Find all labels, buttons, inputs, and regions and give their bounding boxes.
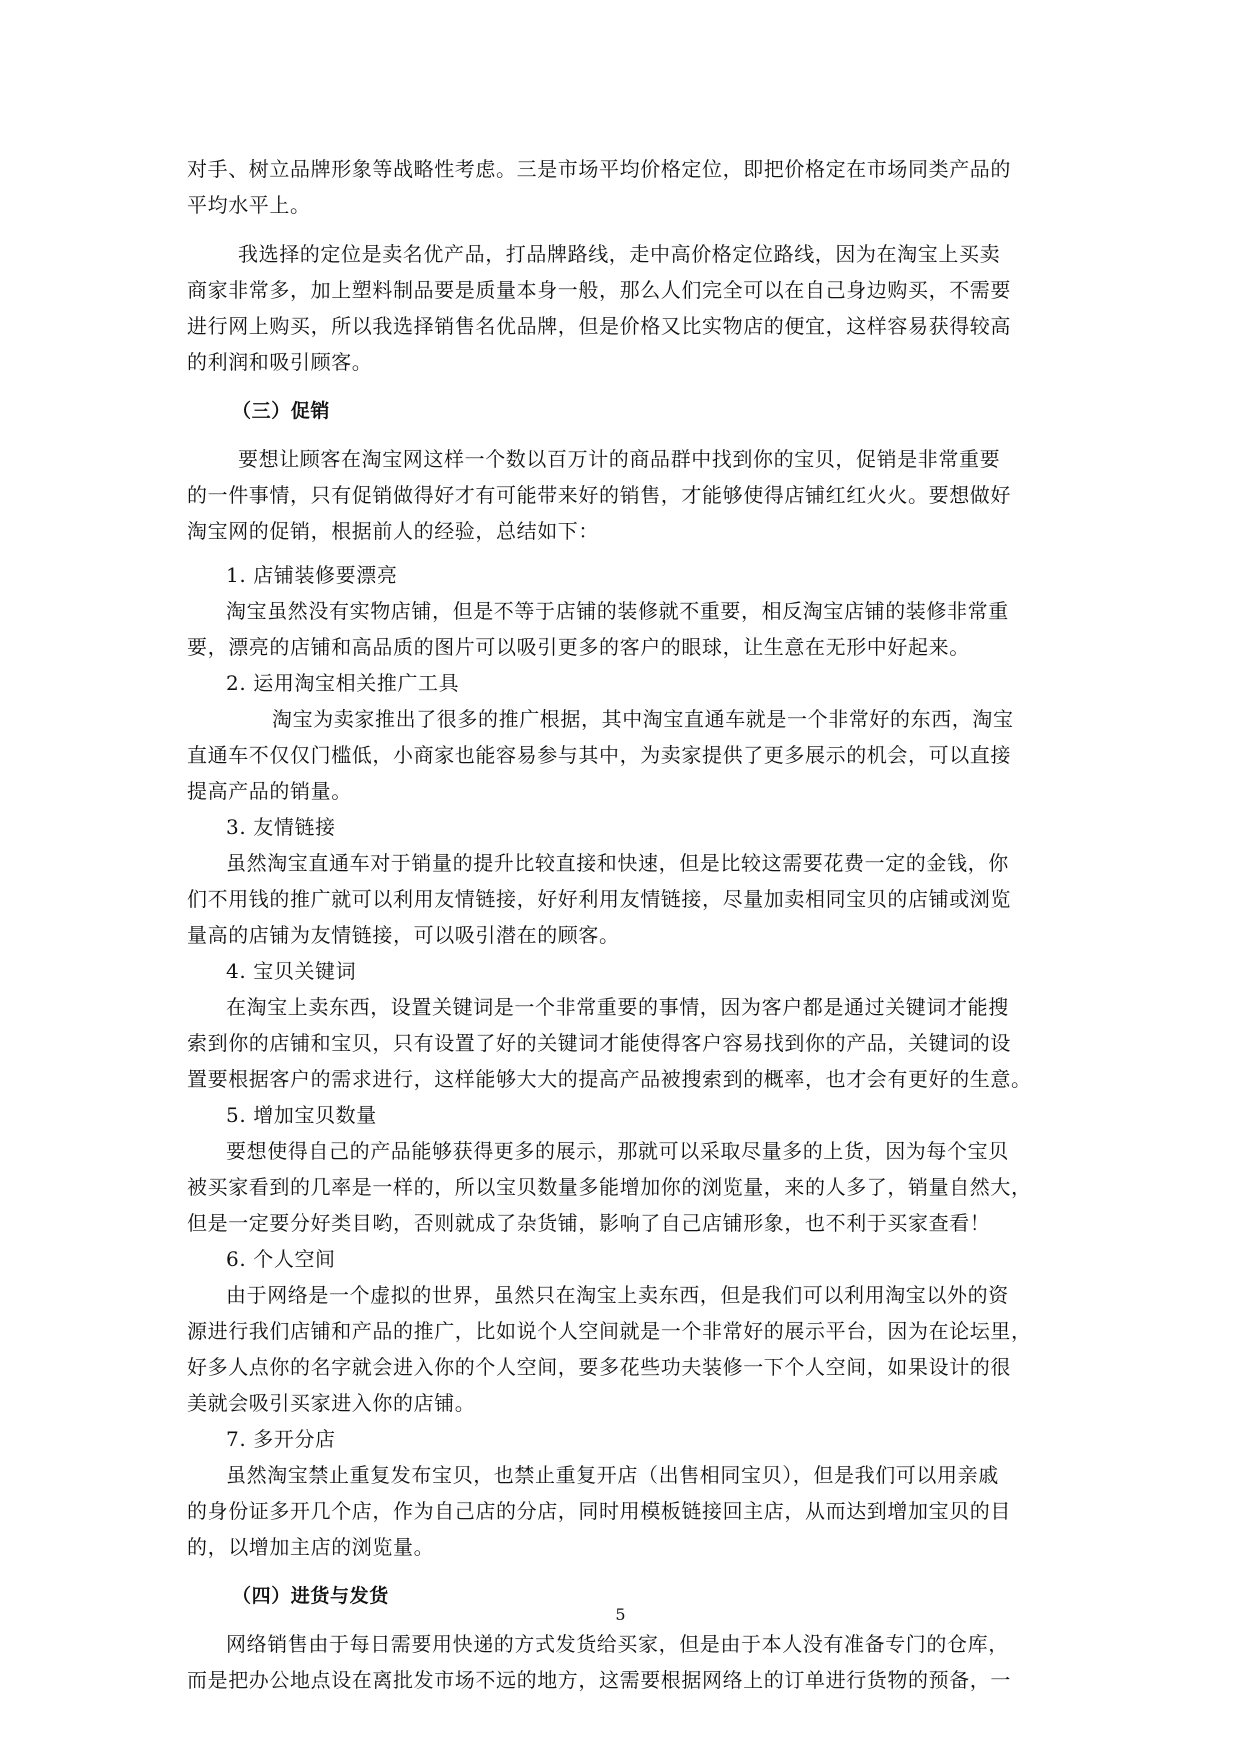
text-line: 淘宝为卖家推出了很多的推广根据，其中淘宝直通车就是一个非常好的东西，淘宝 [272, 707, 1014, 731]
list-item-heading: 4. 宝贝关键词 [226, 959, 357, 983]
text-line: 但是一定要分好类目哟，否则就成了杂货铺，影响了自己店铺形象，也不利于买家查看！ [187, 1211, 991, 1235]
text-line: 淘宝虽然没有实物店铺，但是不等于店铺的装修就不重要，相反淘宝店铺的装修非常重 [226, 599, 1009, 623]
list-item-heading: 1. 店铺装修要漂亮 [226, 563, 398, 587]
text-line: 平均水平上。 [187, 193, 311, 217]
text-line: 进行网上购买，所以我选择销售名优品牌，但是价格又比实物店的便宜，这样容易获得较高 [187, 314, 1011, 338]
text-line: 索到你的店铺和宝贝，只有设置了好的关键词才能使得客户容易找到你的产品，关键词的设 [187, 1031, 1011, 1055]
text-line: 被买家看到的几率是一样的，所以宝贝数量多能增加你的浏览量，来的人多了，销量自然大， [187, 1175, 1032, 1199]
text-line: 对手、树立品牌形象等战略性考虑。三是市场平均价格定位，即把价格定在市场同类产品的 [187, 157, 1011, 181]
text-line: 直通车不仅仅门槛低，小商家也能容易参与其中，为卖家提供了更多展示的机会，可以直接 [187, 743, 1011, 767]
text-line: 虽然淘宝禁止重复发布宝贝，也禁止重复开店（出售相同宝贝），但是我们可以用亲戚 [226, 1463, 999, 1487]
list-item-heading: 2. 运用淘宝相关推广工具 [226, 671, 460, 695]
text-line: 由于网络是一个虚拟的世界，虽然只在淘宝上卖东西，但是我们可以利用淘宝以外的资 [226, 1283, 1009, 1307]
text-line: 源进行我们店铺和产品的推广，比如说个人空间就是一个非常好的展示平台，因为在论坛里， [187, 1319, 1032, 1343]
section-heading-purchasing-shipping: （四）进货与发货 [232, 1585, 389, 1607]
text-line: 在淘宝上卖东西，设置关键词是一个非常重要的事情，因为客户都是通过关键词才能搜 [226, 995, 1009, 1019]
section-heading-promotion: （三）促销 [232, 400, 331, 422]
page-number: 5 [615, 1605, 626, 1624]
list-item-heading: 5. 增加宝贝数量 [226, 1103, 377, 1127]
text-line: 网络销售由于每日需要用快递的方式发货给买家，但是由于本人没有准备专门的仓库， [226, 1632, 1009, 1656]
text-line: 的，以增加主店的浏览量。 [187, 1535, 435, 1559]
text-line: 提高产品的销量。 [187, 779, 352, 803]
list-item-heading: 7. 多开分店 [226, 1427, 336, 1451]
text-line: 美就会吸引买家进入你的店铺。 [187, 1391, 476, 1415]
text-line: 而是把办公地点设在离批发市场不远的地方，这需要根据网络上的订单进行货物的预备，一 [187, 1668, 1011, 1692]
text-line: 要想让顾客在淘宝网这样一个数以百万计的商品群中找到你的宝贝，促销是非常重要 [238, 447, 1001, 471]
text-line: 的利润和吸引顾客。 [187, 350, 373, 374]
text-line: 淘宝网的促销，根据前人的经验，总结如下： [187, 519, 599, 543]
text-line: 我选择的定位是卖名优产品，打品牌路线，走中高价格定位路线，因为在淘宝上买卖 [238, 242, 1001, 266]
list-item-heading: 3. 友情链接 [226, 815, 336, 839]
list-item-heading: 6. 个人空间 [226, 1247, 336, 1271]
text-line: 置要根据客户的需求进行，这样能够大大的提高产品被搜索到的概率，也才会有更好的生意。 [187, 1067, 1032, 1091]
text-line: 的一件事情，只有促销做得好才有可能带来好的销售，才能够使得店铺红红火火。要想做好 [187, 483, 1011, 507]
text-line: 要，漂亮的店铺和高品质的图片可以吸引更多的客户的眼球，让生意在无形中好起来。 [187, 635, 970, 659]
text-line: 要想使得自己的产品能够获得更多的展示，那就可以采取尽量多的上货，因为每个宝贝 [226, 1139, 1009, 1163]
text-line: 量高的店铺为友情链接，可以吸引潜在的顾客。 [187, 923, 620, 947]
text-line: 商家非常多，加上塑料制品要是质量本身一般，那么人们完全可以在自己身边购买，不需要 [187, 278, 1011, 302]
text-line: 们不用钱的推广就可以利用友情链接，好好利用友情链接，尽量加卖相同宝贝的店铺或浏览 [187, 887, 1011, 911]
text-line: 好多人点你的名字就会进入你的个人空间，要多花些功夫装修一下个人空间，如果设计的很 [187, 1355, 1011, 1379]
text-line: 的身份证多开几个店，作为自己店的分店，同时用模板链接回主店，从而达到增加宝贝的目 [187, 1499, 1011, 1523]
text-line: 虽然淘宝直通车对于销量的提升比较直接和快速，但是比较这需要花费一定的金钱，你 [226, 851, 1009, 875]
